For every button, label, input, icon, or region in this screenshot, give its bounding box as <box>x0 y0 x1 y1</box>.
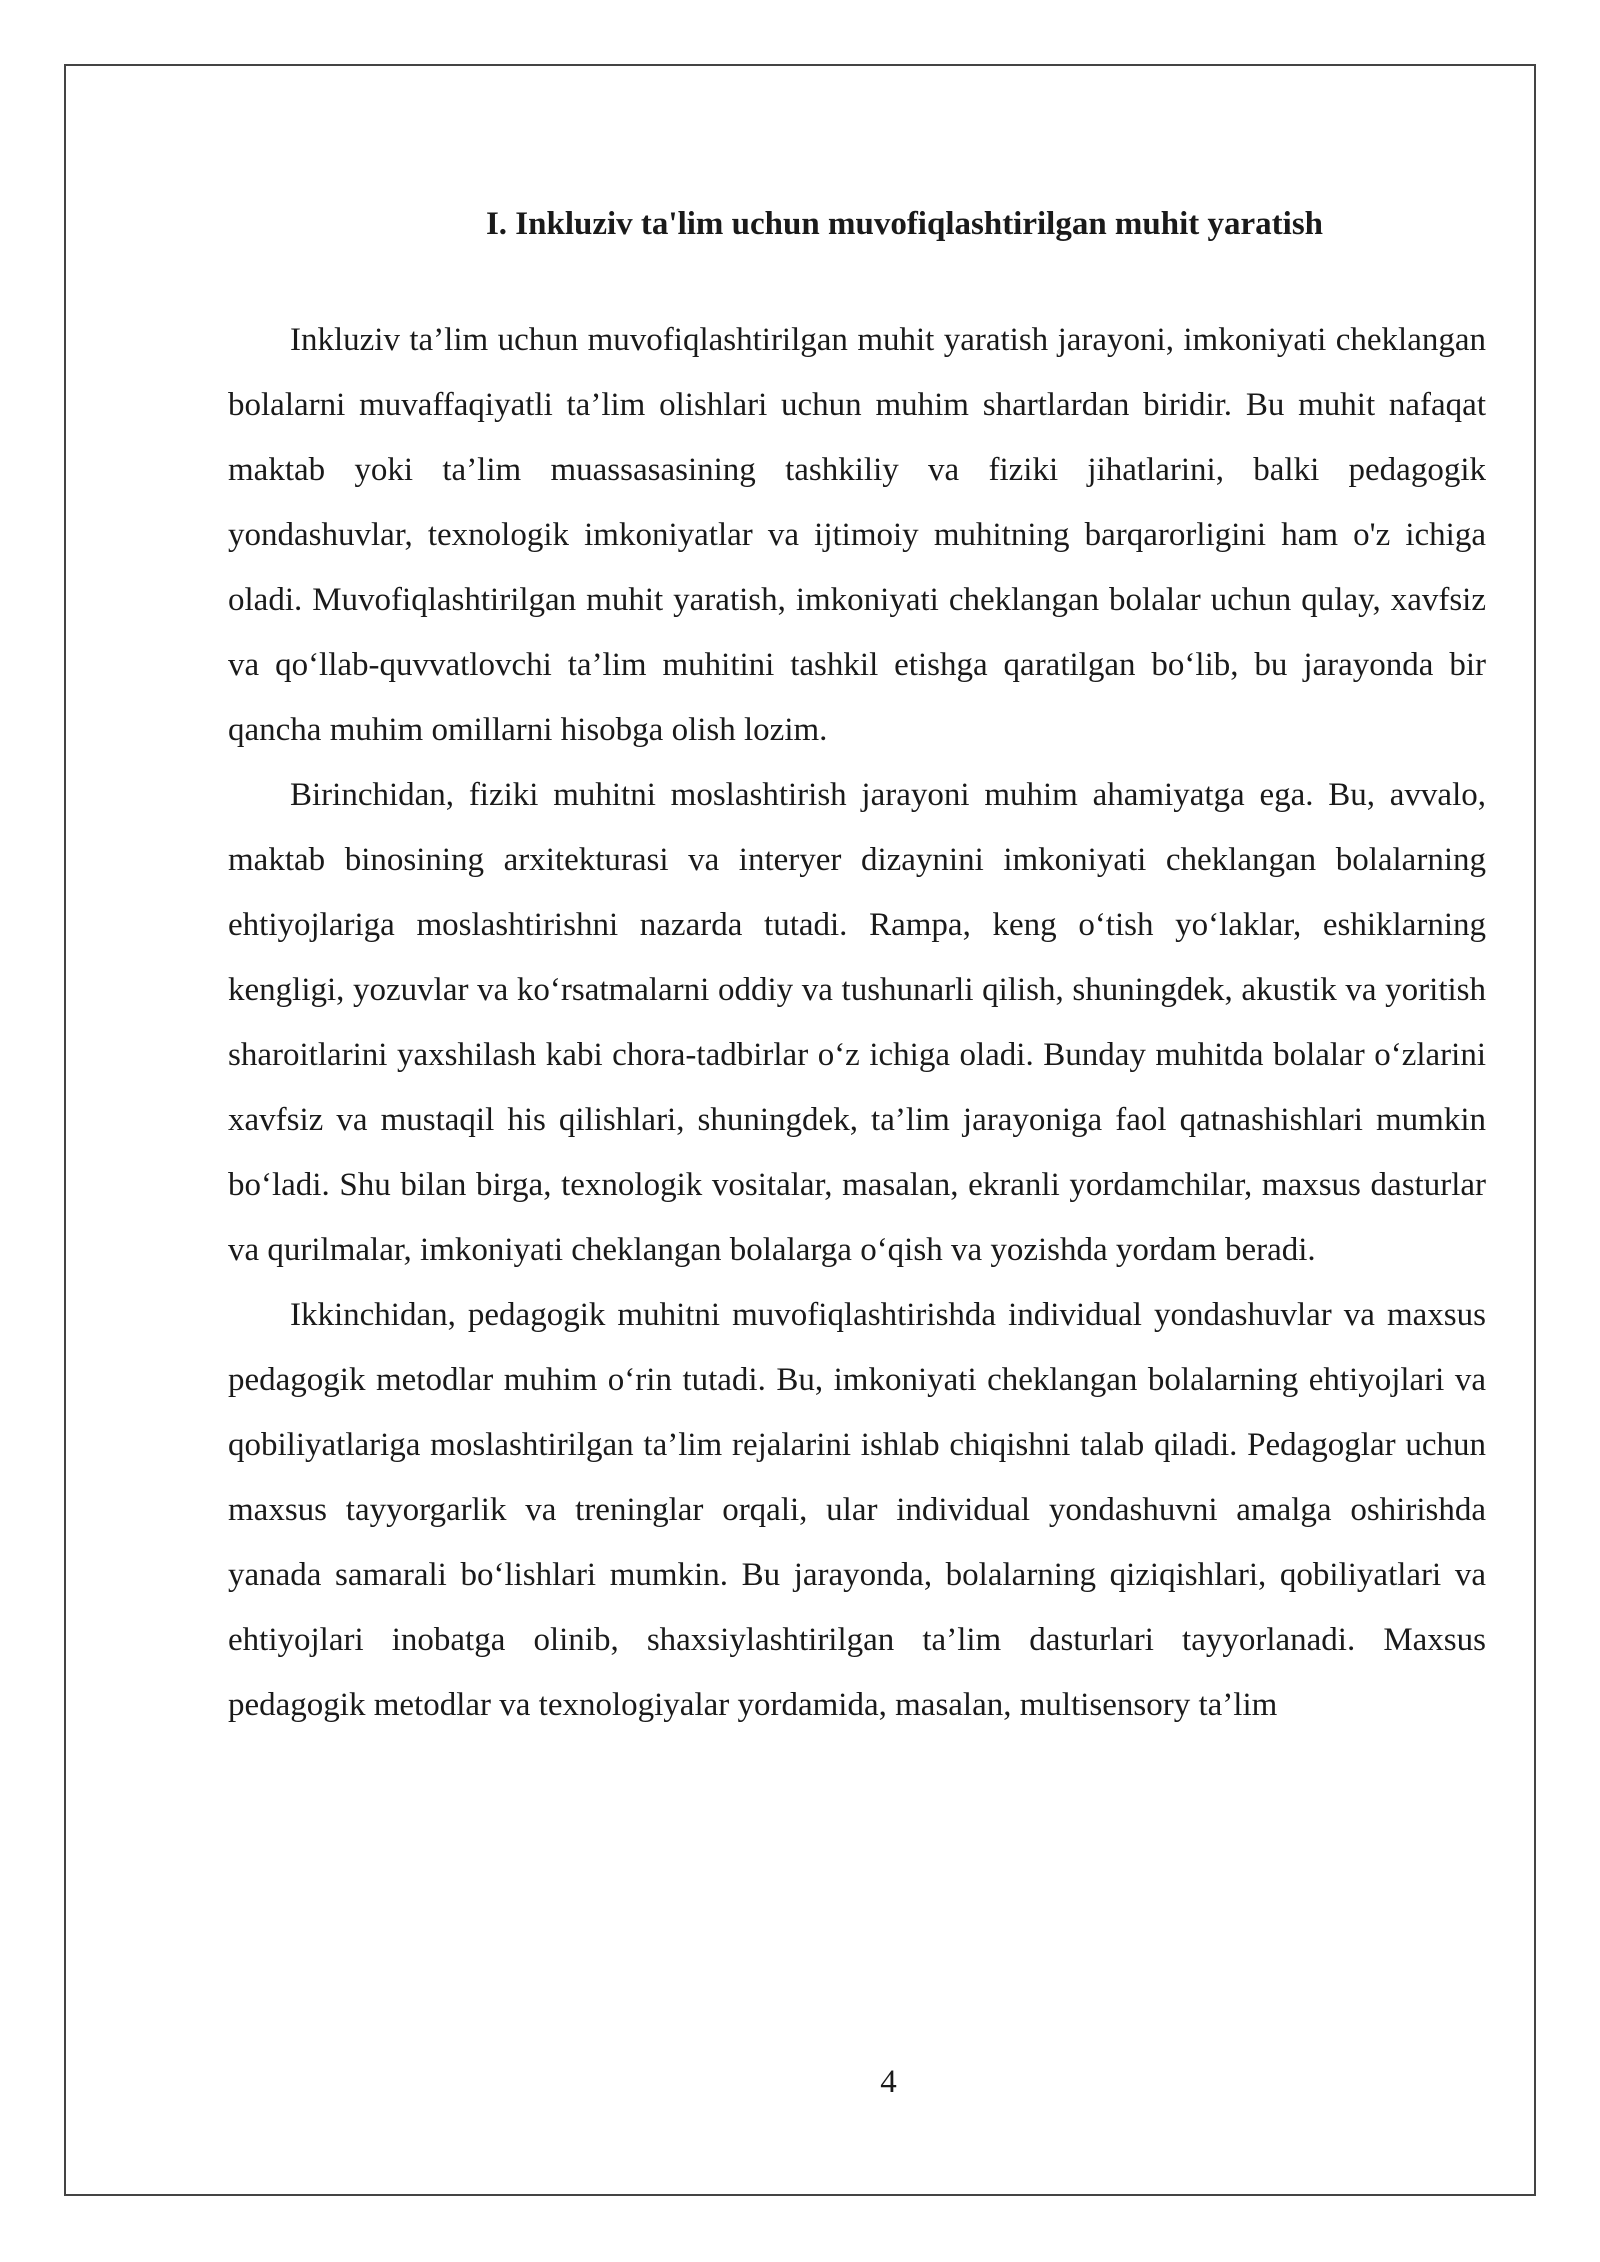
paragraph: Ikkinchidan, pedagogik muhitni muvofiqlashtirishda individual yondashuvlar va maxsus pedagogik metodlar muhim o‘rin tutadi. Bu, imkoniyati cheklangan bolalarning ehtiyojlari va qobiliyatlariga moslashtirilgan ta’lim rejalarini ishlab chiqishni talab qiladi. Pedagoglar uchun maxsus tayyorgarlik va treninglar orqali, ular individual yondashuvni amalga oshirishda yanada samarali bo‘lishlari mumkin. Bu jarayonda, bolalarning qiziqishlari, qobiliyatlari va ehtiyojlari inobatga olinib, shaxsiylashtirilgan ta’lim dasturlari tayyorlanadi. Maxsus pedagogik metodlar va texnologiyalar yordamida, masalan, multisensory ta’lim <box>228 1297 1486 1723</box>
paragraph: Inkluziv ta’lim uchun muvofiqlashtirilgan muhit yaratish jarayoni, imkoniyati cheklangan bolalarni muvaffaqiyatli ta’lim olishlari uchun muhim shartlardan biridir. Bu muhit nafaqat maktab yoki ta’lim muassasasining tashkiliy va fiziki jihatlarini, balki pedagogik yondashuvlar, texnologik imkoniyatlar va ijtimoiy muhitning barqarorligini ham o'z ichiga oladi. Muvofiqlashtirilgan muhit yaratish, imkoniyati cheklangan bolalar uchun qulay, xavfsiz va qo‘llab-quvvatlovchi ta’lim muhitini tashkil etishga qaratilgan bo‘lib, bu jarayonda bir qancha muhim omillarni hisobga olish lozim. <box>228 322 1486 748</box>
document-body <box>228 198 1486 1738</box>
paragraphs <box>228 308 1486 1738</box>
paragraph: Birinchidan, fiziki muhitni moslashtirish jarayoni muhim ahamiyatga ega. Bu, avvalo, maktab binosining arxitekturasi va interyer dizaynini imkoniyati cheklangan bolalarning ehtiyojlariga moslashtirishni nazarda tutadi. Rampa, keng o‘tish yo‘laklar, eshiklarning kengligi, yozuvlar va ko‘rsatmalarni oddiy va tushunarli qilish, shuningdek, akustik va yoritish sharoitlarini yaxshilash kabi chora-tadbirlar o‘z ichiga oladi. Bunday muhitda bolalar o‘zlarini xavfsiz va mustaqil his qilishlari, shuningdek, ta’lim jarayoniga faol qatnashishlari mumkin bo‘ladi. Shu bilan birga, texnologik vositalar, masalan, ekranli yordamchilar, maxsus dasturlar va qurilmalar, imkoniyati cheklangan bolalarga o‘qish va yozishda yordam beradi. <box>228 777 1486 1268</box>
page-number: 4 <box>880 2064 897 2100</box>
section-title: I. Inkluziv ta'lim uchun muvofiqlashtirilgan muhit yaratish <box>485 206 1324 242</box>
